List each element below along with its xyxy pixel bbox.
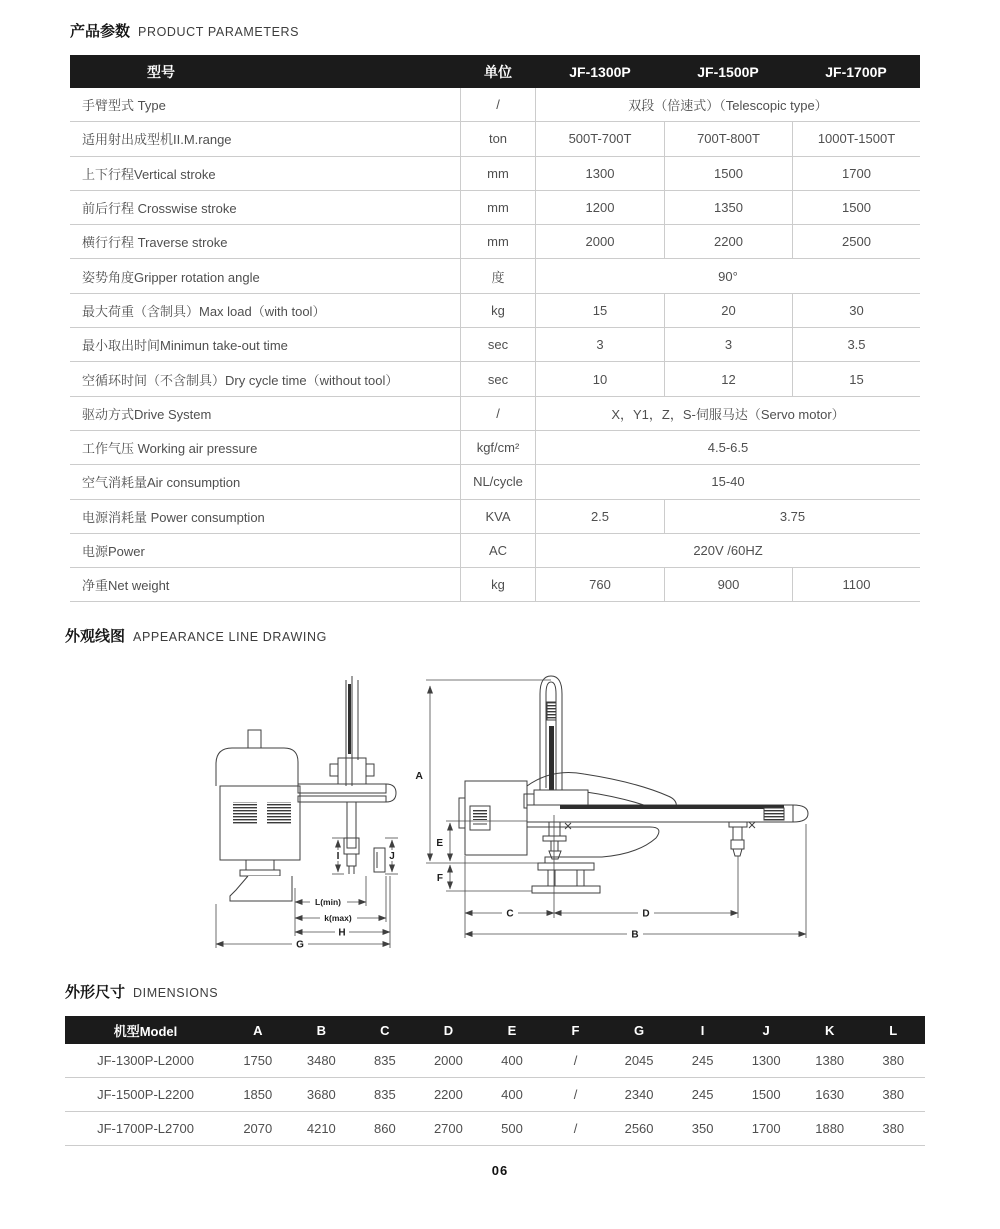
dim-label-b: B [631, 929, 639, 941]
dimensions-model: JF-1700P-L2700 [97, 1121, 194, 1136]
page-number: 06 [491, 1163, 509, 1178]
parameter-row [70, 465, 920, 499]
parameter-value: 15 [792, 362, 920, 395]
appearance-line-drawing [0, 660, 1000, 970]
parameter-row [70, 259, 920, 293]
dimensions-value: / [573, 1053, 578, 1068]
parameter-value: 双段（倍速式）（Telescopic type） [628, 98, 828, 114]
parameters-table-body [70, 88, 920, 602]
parameter-unit: NL/cycle [460, 465, 536, 498]
dimensions-value: 500 [501, 1121, 523, 1136]
parameter-label: 工作气压 Working air pressure [82, 441, 258, 457]
parameter-row [70, 568, 920, 602]
parameter-row [70, 328, 920, 362]
dimensions-value: 380 [882, 1087, 905, 1102]
dimensions-header-letter: B [316, 1022, 327, 1038]
dimensions-value: 1630 [815, 1087, 845, 1102]
parameter-row [70, 122, 920, 156]
parameter-unit: mm [460, 157, 536, 190]
dimensions-value: 400 [501, 1087, 523, 1102]
parameter-value: 1300 [585, 165, 615, 181]
dimensions-value: 2340 [624, 1087, 654, 1102]
parameter-row [70, 225, 920, 259]
dimensions-value: 380 [882, 1053, 905, 1068]
dimensions-value: / [573, 1121, 578, 1136]
dimensions-value: 2045 [624, 1053, 654, 1068]
dimensions-table [65, 1016, 925, 1146]
parameter-value: 30 [792, 294, 920, 327]
dimensions-header-letter: G [633, 1022, 645, 1038]
dimensions-value: 2200 [433, 1087, 463, 1102]
header-model-jf1500p: JF-1500P [697, 63, 759, 80]
dimensions-value: 835 [374, 1053, 396, 1068]
parameter-value: 20 [664, 294, 792, 327]
dim-label-c: C [506, 908, 514, 920]
section-heading-parameters [70, 20, 299, 41]
parameter-value: 220V /60HZ [693, 543, 763, 558]
dimensions-heading-zh: 外形尺寸 [65, 984, 126, 1001]
dim-label-d: D [642, 908, 650, 920]
dimensions-value: 2070 [243, 1121, 273, 1136]
parameter-value: 12 [664, 362, 792, 395]
parameter-unit: mm [460, 225, 536, 258]
parameter-value: 3 [596, 337, 604, 353]
dimensions-value: 2700 [433, 1121, 463, 1136]
parameter-label: 上下行程Vertical stroke [82, 166, 216, 182]
parameter-unit: mm [460, 191, 536, 224]
dimensions-model: JF-1300P-L2000 [97, 1053, 194, 1068]
parameter-value: 500T-700T [568, 131, 632, 147]
parameter-row [70, 191, 920, 225]
parameter-label: 手臂型式 Type [82, 98, 166, 114]
section-heading-dimensions [65, 981, 218, 1002]
dimensions-value: 400 [501, 1053, 523, 1068]
dimensions-value: 1750 [243, 1053, 273, 1068]
dim-label-j: J [389, 851, 395, 862]
parameter-value: 1000T-1500T [792, 122, 920, 155]
parameters-heading-en: PRODUCT PARAMETERS [138, 25, 300, 39]
dimensions-table-header [65, 1016, 925, 1044]
parameter-label: 电源消耗量 Power consumption [82, 509, 265, 525]
parameter-value: 90° [718, 268, 738, 284]
parameter-value: 1500 [664, 157, 792, 190]
parameter-label: 空气消耗量Air consumption [82, 475, 241, 491]
dimensions-value: 350 [691, 1121, 714, 1136]
dimensions-value: 3480 [306, 1053, 336, 1068]
dimensions-value: 3680 [306, 1087, 336, 1102]
dimensions-value: 2560 [624, 1121, 654, 1136]
dimensions-header-letter: I [700, 1022, 705, 1038]
dimensions-value: 1500 [751, 1087, 781, 1102]
parameter-unit: kgf/cm² [460, 431, 536, 464]
parameter-value: 760 [589, 577, 611, 593]
parameter-value: 15-40 [711, 474, 745, 490]
dim-label-i: I [336, 851, 340, 862]
dimensions-header-letter: A [253, 1022, 263, 1038]
parameter-row [70, 294, 920, 328]
parameters-heading-zh: 产品参数 [70, 23, 131, 40]
parameters-table-header [70, 55, 920, 88]
parameter-unit: sec [460, 328, 536, 361]
header-model-jf1300p: JF-1300P [569, 63, 631, 80]
parameter-value: 4.5-6.5 [707, 440, 749, 456]
dimensions-table-body [65, 1044, 925, 1146]
parameter-value: 1700 [792, 157, 920, 190]
dim-label-lmin: L(min) [315, 897, 341, 907]
parameter-label: 姿势角度Gripper rotation angle [82, 269, 260, 285]
dim-label-g: G [296, 939, 304, 951]
parameter-unit: AC [460, 534, 536, 567]
dim-label-kmax: k(max) [324, 913, 352, 923]
header-model-jf1700p: JF-1700P [825, 63, 887, 80]
section-heading-drawing [65, 625, 327, 646]
parameter-row [70, 88, 920, 122]
parameter-value: 15 [592, 302, 608, 318]
dimensions-value: 1880 [815, 1121, 845, 1136]
dimensions-value: 245 [691, 1053, 714, 1068]
parameter-value: 2500 [792, 225, 920, 258]
dim-label-a: A [415, 770, 423, 782]
dimensions-value: 2000 [433, 1053, 463, 1068]
parameter-value: 3.5 [792, 328, 920, 361]
parameter-label: 驱动方式Drive System [82, 406, 212, 422]
dimensions-value: 245 [691, 1087, 714, 1102]
drawing-heading-zh: 外观线图 [65, 628, 126, 645]
drawing-heading-en: APPEARANCE LINE DRAWING [133, 630, 327, 644]
dimensions-header-model: 机型Model [113, 1023, 178, 1039]
parameter-label: 电源Power [82, 544, 145, 559]
parameter-label: 空循环时间（不含制具）Dry cycle time（without tool） [82, 372, 399, 388]
parameter-unit: kg [460, 294, 536, 327]
parameter-label: 横行行程 Traverse stroke [82, 235, 228, 251]
dimensions-header-letter: C [380, 1022, 390, 1038]
parameter-value: 3 [664, 328, 792, 361]
parameter-value: 2000 [585, 234, 615, 250]
parameter-unit: / [460, 88, 536, 121]
parameter-unit: kg [460, 568, 536, 601]
parameter-value: 1350 [664, 191, 792, 224]
parameter-value: 10 [592, 371, 608, 387]
parameter-unit: 度 [460, 259, 536, 292]
dimensions-value: / [573, 1087, 578, 1102]
dimensions-value: 860 [374, 1121, 396, 1136]
parameter-value: X，Y1，Z，S-伺服马达（Servo motor） [611, 406, 845, 422]
dimensions-header-letter: K [825, 1022, 835, 1038]
front-view-drawing [459, 676, 808, 893]
parameter-row [70, 397, 920, 431]
parameter-value: 1500 [792, 191, 920, 224]
parameters-table [70, 55, 920, 602]
parameter-label: 最大荷重（含制具）Max load（with tool） [82, 303, 326, 319]
dimensions-value: 1850 [243, 1087, 273, 1102]
parameter-unit: sec [460, 362, 536, 395]
dimensions-header-letter: J [762, 1022, 770, 1038]
parameter-row [70, 500, 920, 534]
parameter-label: 净重Net weight [82, 578, 170, 594]
dimensions-value: 1380 [815, 1053, 845, 1068]
dimensions-row [65, 1078, 925, 1112]
dim-label-f: F [436, 873, 443, 884]
parameter-label: 适用射出成型机II.M.range [82, 132, 232, 148]
dimensions-row [65, 1044, 925, 1078]
dimensions-value: 1300 [751, 1053, 781, 1068]
parameter-value: 1100 [792, 568, 920, 601]
header-model-label: 型号 [147, 63, 175, 80]
dimensions-header-letter: E [507, 1022, 517, 1038]
parameter-value: 3.75 [664, 500, 920, 533]
parameter-value: 2200 [664, 225, 792, 258]
parameter-row [70, 534, 920, 568]
dimensions-value: 835 [374, 1087, 396, 1102]
parameter-row [70, 157, 920, 191]
parameter-value: 900 [664, 568, 792, 601]
dimensions-value: 4210 [306, 1121, 336, 1136]
parameter-label: 最小取出时间Minimun take-out time [82, 338, 288, 354]
parameter-label: 前后行程 Crosswise stroke [82, 201, 237, 217]
parameter-row [70, 362, 920, 396]
dim-label-e: E [436, 838, 443, 849]
parameter-row [70, 431, 920, 465]
parameter-unit: ton [460, 122, 536, 155]
dim-label-h: H [338, 927, 346, 939]
dimensions-value: 380 [882, 1121, 905, 1136]
parameter-unit: / [460, 397, 536, 430]
side-view-drawing [216, 676, 396, 901]
dimensions-header-letter: D [443, 1022, 454, 1038]
parameter-value: 700T-800T [664, 122, 792, 155]
dimensions-header-letter: L [889, 1022, 898, 1038]
dimensions-value: 1700 [751, 1121, 781, 1136]
dimensions-header-letter: F [571, 1022, 580, 1038]
dimensions-model: JF-1500P-L2200 [97, 1087, 194, 1102]
parameter-unit: KVA [460, 500, 536, 533]
parameter-value: 1200 [585, 200, 615, 216]
dimensions-heading-en: DIMENSIONS [133, 986, 219, 1000]
dimensions-row [65, 1112, 925, 1146]
parameter-value: 2.5 [590, 508, 610, 524]
header-unit-label: 单位 [484, 63, 512, 80]
